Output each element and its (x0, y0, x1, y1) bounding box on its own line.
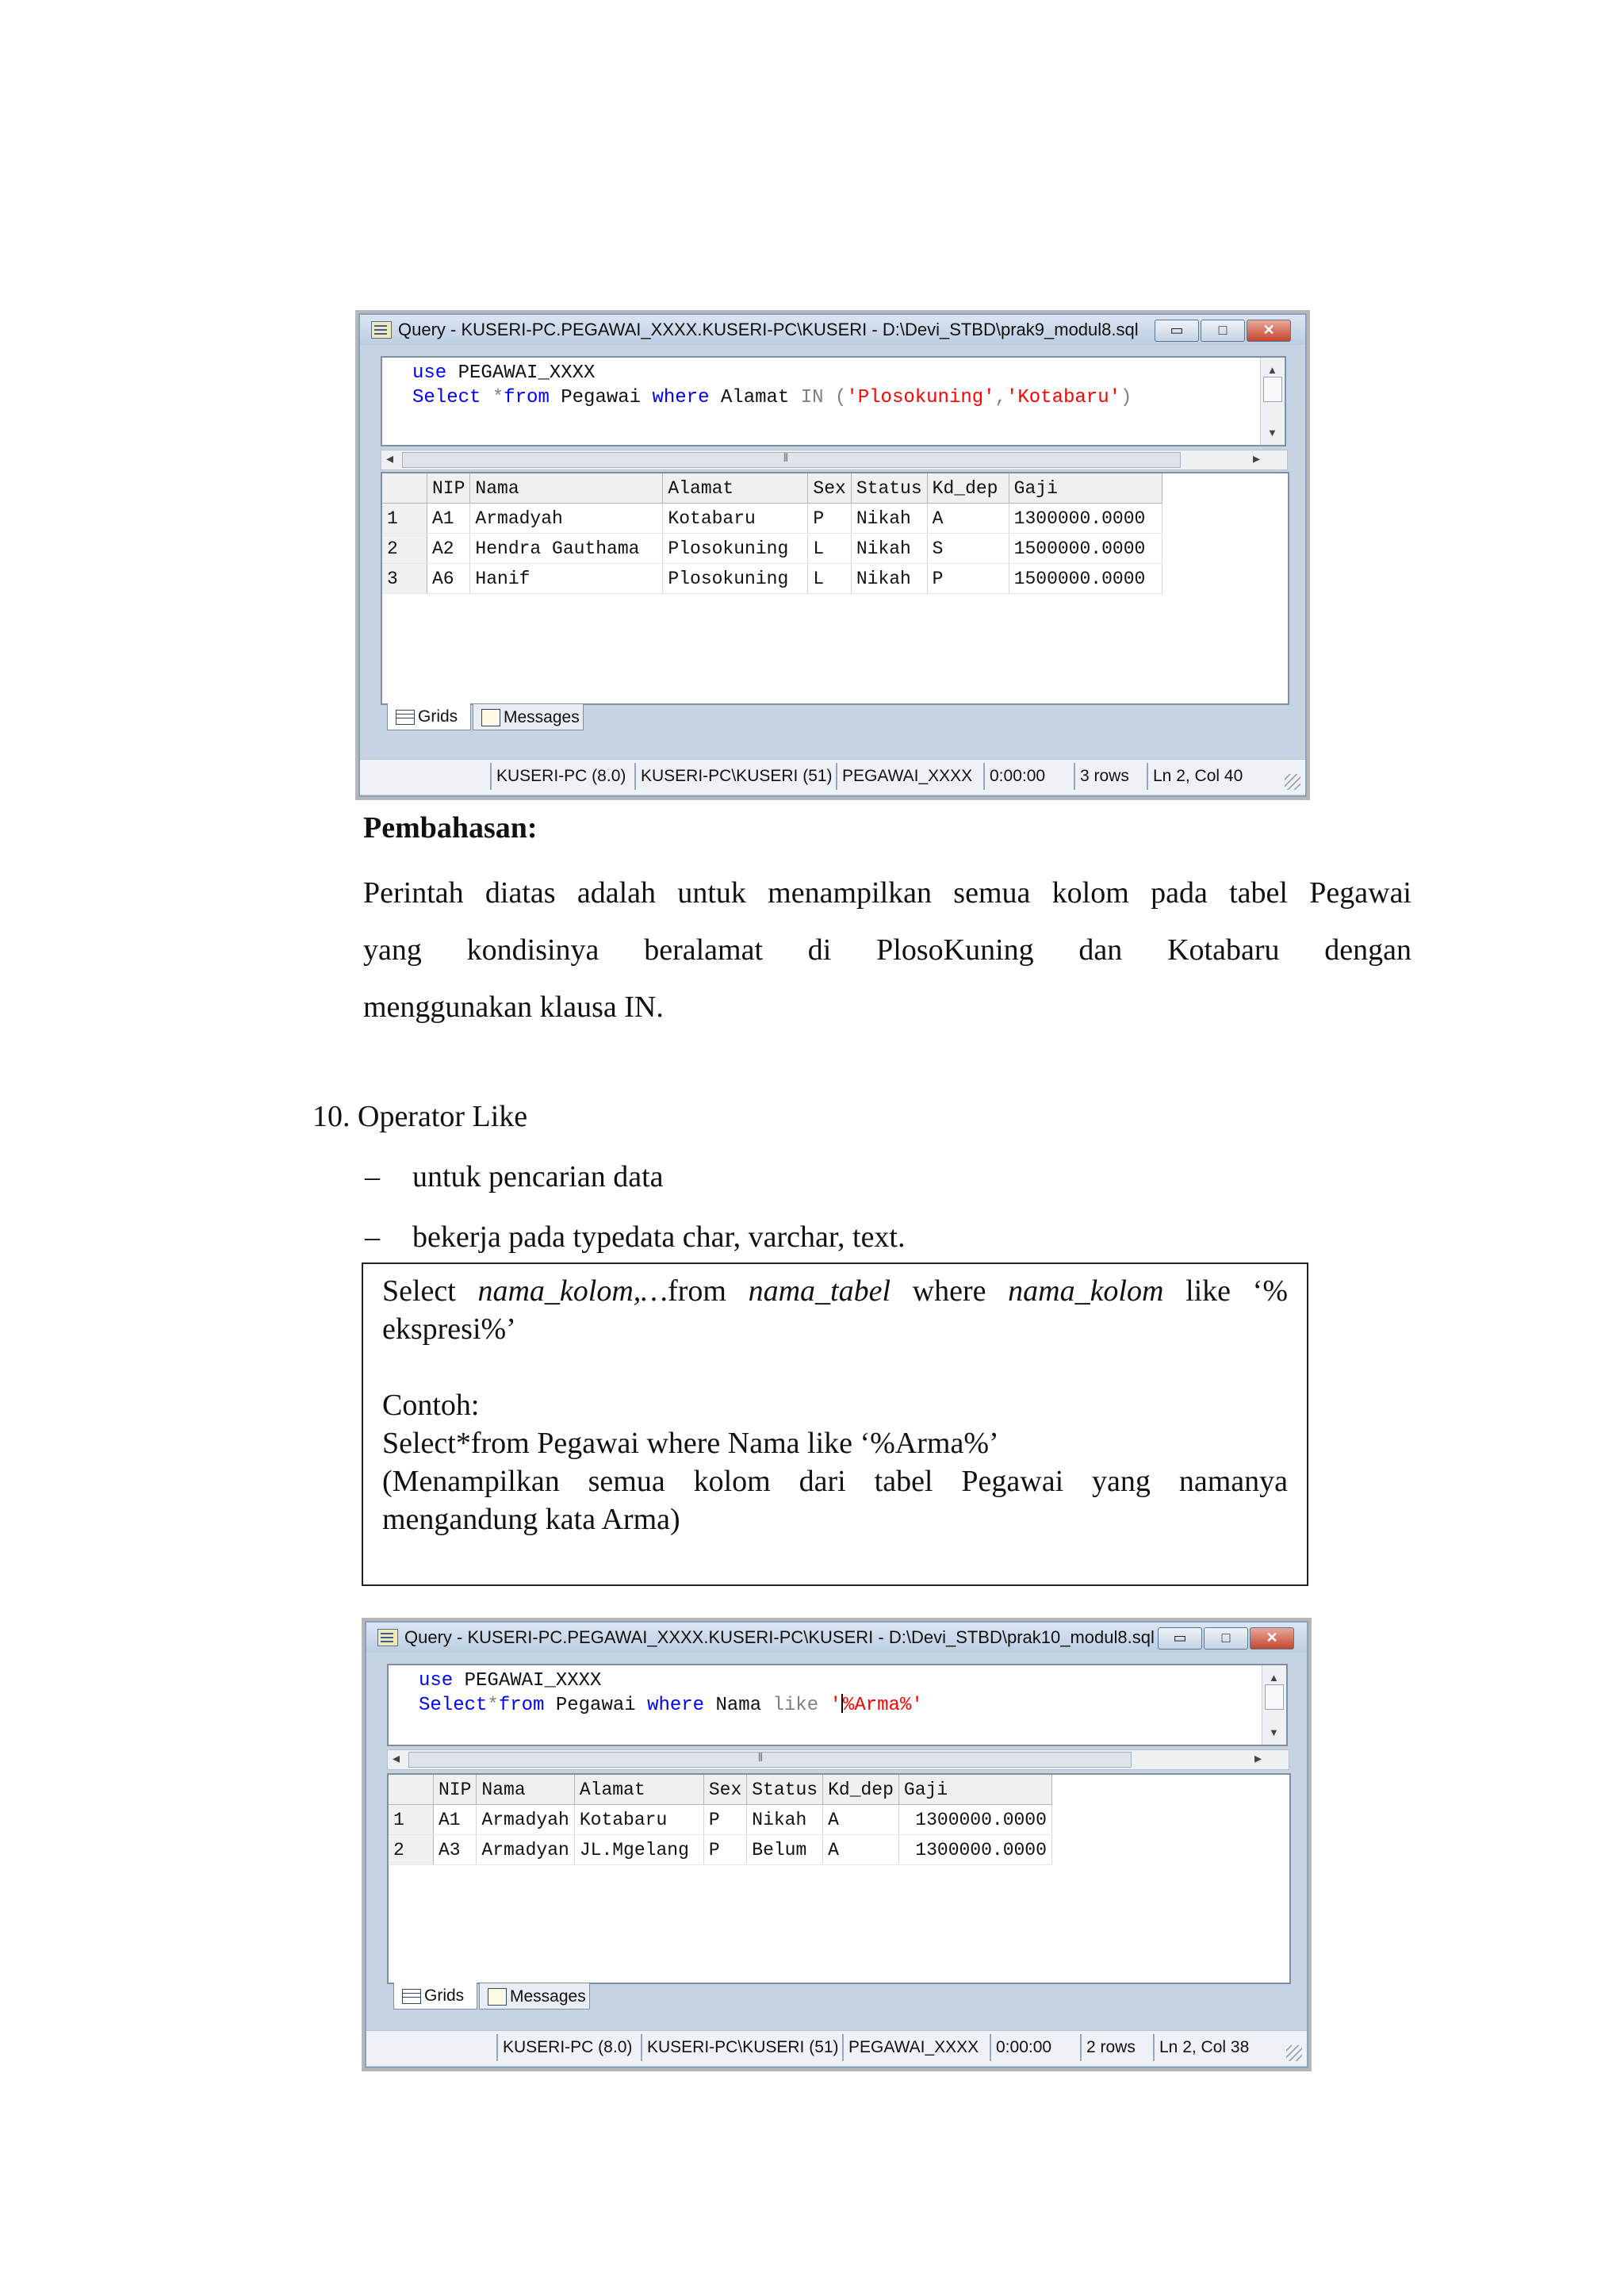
sql-editor[interactable] (381, 356, 1286, 446)
sql-keyword: use (419, 1670, 454, 1692)
cell[interactable]: S (927, 534, 1009, 564)
row-number-header (382, 473, 427, 504)
close-button[interactable]: ✕ (1250, 1627, 1294, 1649)
cell[interactable]: JL.Mgelang (574, 1835, 703, 1865)
header-row (382, 473, 1162, 504)
scroll-right-icon[interactable]: ▸ (1252, 450, 1260, 466)
col-header[interactable]: NIP (427, 473, 470, 504)
sql-string: %Arma%' (842, 1695, 923, 1716)
scroll-grip-icon: ⫴ (783, 451, 788, 464)
blank-line (382, 1348, 1288, 1386)
row-number[interactable]: 2 (382, 534, 427, 564)
table-row[interactable] (389, 1805, 1051, 1835)
cell[interactable]: 1300000.0000 (1009, 504, 1162, 534)
table-row[interactable] (382, 504, 1162, 534)
cell[interactable]: Armadyah (470, 504, 663, 534)
cell[interactable]: P (927, 564, 1009, 594)
syntax-placeholder: nama_kolom,… (477, 1274, 668, 1308)
syntax-line-1 (382, 1272, 1288, 1310)
scroll-thumb[interactable] (402, 452, 1181, 468)
status-bar (366, 2030, 1307, 2066)
sql-line-2 (412, 385, 1285, 410)
result-tabs (387, 1983, 704, 2011)
tab-label: Messages (510, 1987, 586, 2006)
syntax-line-2: ekspresi%’ (382, 1312, 516, 1346)
minimize-button[interactable]: ▭ (1158, 1627, 1202, 1649)
syntax-text: Select (382, 1274, 478, 1308)
pembahasan-heading: Pembahasan: (363, 811, 538, 845)
cell[interactable]: A2 (427, 534, 470, 564)
cell[interactable]: L (808, 564, 851, 594)
status-cursor: Ln 2, Col 40 (1147, 763, 1266, 790)
tab-messages[interactable] (473, 703, 584, 730)
sql-string: 'Kotabaru' (1005, 387, 1120, 408)
minimize-button[interactable]: ▭ (1155, 320, 1199, 342)
status-database: PEGAWAI_XXXX (836, 763, 980, 790)
cell[interactable]: L (808, 534, 851, 564)
scroll-right-icon[interactable]: ▸ (1254, 1750, 1262, 1766)
grid-icon (402, 1989, 421, 2004)
maximize-button[interactable]: □ (1204, 1627, 1248, 1649)
cell[interactable]: A3 (434, 1835, 477, 1865)
table-row[interactable] (382, 534, 1162, 564)
cell[interactable]: P (808, 504, 851, 534)
sql-keyword: from (504, 387, 550, 408)
table-row[interactable] (382, 564, 1162, 594)
syntax-placeholder: nama_tabel (748, 1274, 891, 1308)
sql-text: Pegawai (544, 1695, 648, 1716)
row-number[interactable]: 1 (389, 1805, 434, 1835)
cell[interactable]: Hanif (470, 564, 663, 594)
status-time: 0:00:00 (983, 763, 1071, 790)
cell[interactable]: A (823, 1805, 899, 1835)
cell[interactable]: Nikah (851, 534, 927, 564)
sql-text: ( (823, 387, 847, 408)
tab-messages[interactable] (479, 1983, 590, 2010)
status-user: KUSERI-PC\KUSERI (51) (641, 2034, 839, 2061)
sql-keyword: where (652, 387, 710, 408)
vertical-scrollbar[interactable] (1260, 358, 1285, 445)
row-number[interactable]: 2 (389, 1835, 434, 1865)
sql-text: * (487, 1695, 499, 1716)
window-title: Query - KUSERI-PC.PEGAWAI_XXXX.KUSERI-PC\KUSERI - D:\Devi_STBD\prak10_modul8.sql (404, 1627, 1155, 1647)
sql-keyword: where (647, 1695, 705, 1716)
resize-grip-icon[interactable] (1286, 2045, 1302, 2061)
syntax-text: where (891, 1274, 1009, 1308)
status-time: 0:00:00 (990, 2034, 1077, 2061)
horizontal-scrollbar[interactable] (387, 1749, 1289, 1770)
sql-line-2 (419, 1693, 1286, 1718)
sql-text: PEGAWAI_XXXX (446, 362, 596, 384)
cell[interactable]: A (927, 504, 1009, 534)
scroll-left-icon[interactable]: ◂ (393, 1750, 400, 1766)
sql-keyword: Select (412, 387, 481, 408)
bullet-item: untuk pencarian data (412, 1160, 664, 1193)
col-header[interactable]: Gaji (898, 1775, 1051, 1805)
pembahasan-line-2: yang kondisinya beralamat di PlosoKuning dan Kotabaru dengan (363, 933, 1411, 967)
row-number[interactable]: 1 (382, 504, 427, 534)
sql-text: Pegawai (549, 387, 653, 408)
sql-line-1 (412, 361, 1285, 385)
sql-text: ) (1120, 387, 1132, 408)
cell[interactable]: Plosokuning (663, 564, 808, 594)
status-rows: 3 rows (1074, 763, 1143, 790)
status-database: PEGAWAI_XXXX (842, 2034, 986, 2061)
sql-text: Nama (704, 1695, 773, 1716)
sql-keyword: IN (800, 387, 824, 408)
cell[interactable]: Hendra Gauthama (470, 534, 663, 564)
scroll-thumb[interactable] (408, 1752, 1132, 1768)
cell[interactable]: Belum (747, 1835, 823, 1865)
bullet-dash: – (365, 1160, 380, 1193)
resize-grip-icon[interactable] (1285, 774, 1300, 790)
query-window-2 (365, 1621, 1308, 2068)
tab-label: Grids (424, 1987, 465, 2005)
results-grid[interactable] (387, 1773, 1291, 1984)
table-row[interactable] (389, 1835, 1051, 1865)
col-header[interactable]: Sex (703, 1775, 746, 1805)
tab-label: Messages (504, 708, 580, 726)
sql-text: * (481, 387, 504, 408)
query-file-icon (377, 1629, 398, 1646)
cell[interactable]: Nikah (851, 504, 927, 534)
col-header[interactable]: Alamat (663, 473, 808, 504)
cell[interactable]: Armadyan (477, 1835, 574, 1865)
syntax-text: from (668, 1274, 749, 1308)
sql-keyword: use (412, 362, 447, 384)
cell[interactable]: Armadyah (477, 1805, 574, 1835)
cell[interactable]: Nikah (747, 1805, 823, 1835)
cell[interactable]: P (703, 1805, 746, 1835)
contoh-label: Contoh: (382, 1389, 480, 1422)
query-file-icon (371, 321, 392, 339)
bullet-dash: – (365, 1220, 380, 1254)
col-header[interactable]: Status (851, 473, 927, 504)
scroll-up-icon[interactable]: ▲ (1267, 364, 1277, 376)
section-title: 10. Operator Like (312, 1100, 528, 1133)
scroll-left-icon[interactable]: ◂ (386, 450, 394, 466)
status-server: KUSERI-PC (8.0) (496, 2034, 638, 2061)
pembahasan-line-3: menggunakan klausa IN. (363, 990, 664, 1024)
scroll-down-icon[interactable]: ▼ (1269, 1726, 1279, 1738)
scroll-down-icon[interactable]: ▼ (1267, 427, 1277, 439)
header-row (389, 1775, 1051, 1805)
pembahasan-line-1: Perintah diatas adalah untuk menampilkan semua kolom pada tabel Pegawai (363, 876, 1411, 910)
cell[interactable]: A (823, 1835, 899, 1865)
cell[interactable]: A6 (427, 564, 470, 594)
maximize-button[interactable]: □ (1201, 320, 1245, 342)
status-server: KUSERI-PC (8.0) (490, 763, 631, 790)
example-query: Select*from Pegawai where Nama like ‘%Arma%’ (382, 1427, 999, 1460)
col-header[interactable]: Nama (470, 473, 663, 504)
results-grid[interactable] (381, 472, 1289, 705)
query-window-1 (358, 313, 1307, 797)
close-button[interactable]: ✕ (1247, 320, 1291, 342)
col-header[interactable]: Kd_dep (823, 1775, 899, 1805)
col-header[interactable]: Kd_dep (927, 473, 1009, 504)
status-bar (360, 759, 1305, 795)
sql-string: ' (818, 1695, 841, 1716)
tab-grids[interactable] (387, 703, 471, 730)
syntax-box (362, 1262, 1308, 1586)
status-rows: 2 rows (1080, 2034, 1150, 2061)
tab-label: Grids (418, 707, 458, 726)
sql-string: 'Plosokuning' (846, 387, 995, 408)
col-header[interactable]: Nama (477, 1775, 574, 1805)
cell[interactable]: A1 (434, 1805, 477, 1835)
scroll-up-icon[interactable]: ▲ (1269, 1672, 1279, 1684)
cell[interactable]: 1500000.0000 (1009, 564, 1162, 594)
results-table (389, 1775, 1052, 1865)
syntax-text: like ‘% (1163, 1274, 1288, 1308)
sql-text: , (994, 387, 1006, 408)
cell[interactable]: Kotabaru (663, 504, 808, 534)
col-header[interactable]: Gaji (1009, 473, 1162, 504)
cell[interactable]: A1 (427, 504, 470, 534)
window-title: Query - KUSERI-PC.PEGAWAI_XXXX.KUSERI-PC\KUSERI - D:\Devi_STBD\prak9_modul8.sql (398, 320, 1139, 339)
horizontal-scrollbar[interactable] (381, 450, 1288, 470)
tab-grids[interactable] (393, 1983, 477, 2010)
col-header[interactable]: NIP (434, 1775, 477, 1805)
scroll-grip-icon: ⫴ (758, 1751, 763, 1764)
row-number-header (389, 1775, 434, 1805)
messages-icon (488, 1988, 507, 2006)
sql-keyword: from (498, 1695, 545, 1716)
cell[interactable]: Kotabaru (574, 1805, 703, 1835)
example-description-2: mengandung kata Arma) (382, 1503, 680, 1536)
bullet-item: bekerja pada typedata char, varchar, text. (412, 1220, 906, 1254)
cell[interactable]: 1300000.0000 (898, 1805, 1051, 1835)
scroll-thumb[interactable] (1263, 377, 1282, 402)
sql-editor[interactable] (387, 1664, 1288, 1746)
vertical-scrollbar[interactable] (1262, 1665, 1286, 1745)
col-header[interactable]: Status (747, 1775, 823, 1805)
result-tabs (381, 703, 698, 732)
example-description-1: (Menampilkan semua kolom dari tabel Pegawai yang namanya (382, 1465, 1288, 1498)
cell[interactable]: 1300000.0000 (898, 1835, 1051, 1865)
cell[interactable]: 1500000.0000 (1009, 534, 1162, 564)
grid-icon (396, 710, 415, 725)
messages-icon (481, 709, 500, 726)
syntax-placeholder: nama_kolom (1008, 1274, 1164, 1308)
scroll-thumb[interactable] (1265, 1684, 1284, 1710)
cell[interactable]: Plosokuning (663, 534, 808, 564)
sql-keyword: like (772, 1695, 819, 1716)
sql-keyword: Select (419, 1695, 488, 1716)
row-number[interactable]: 3 (382, 564, 427, 594)
results-table (382, 473, 1162, 594)
cell[interactable]: P (703, 1835, 746, 1865)
sql-line-1 (419, 1669, 1286, 1693)
status-user: KUSERI-PC\KUSERI (51) (634, 763, 833, 790)
cell[interactable]: Nikah (851, 564, 927, 594)
col-header[interactable]: Sex (808, 473, 851, 504)
sql-text: Alamat (709, 387, 801, 408)
sql-text: PEGAWAI_XXXX (453, 1670, 602, 1692)
status-cursor: Ln 2, Col 38 (1153, 2034, 1272, 2061)
col-header[interactable]: Alamat (574, 1775, 703, 1805)
